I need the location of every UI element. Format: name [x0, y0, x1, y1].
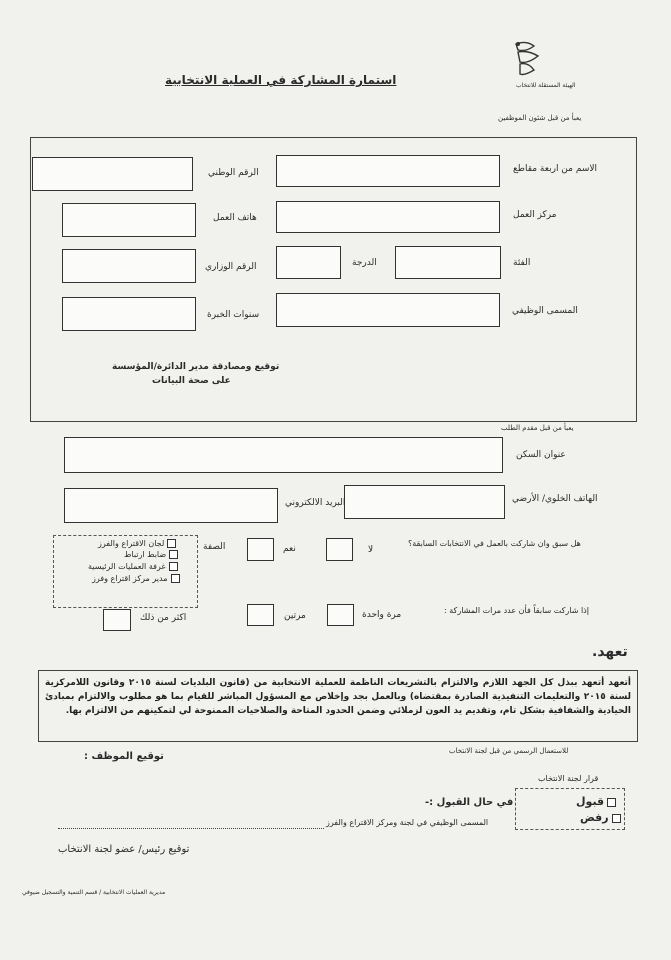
- work-center-label: مركز العمل: [513, 210, 557, 220]
- work-phone-field[interactable]: [62, 203, 196, 237]
- accept-option[interactable]: قبول: [576, 795, 616, 808]
- capacity-label: الصفة: [203, 542, 226, 552]
- no-checkbox[interactable]: [326, 538, 353, 561]
- reject-checkbox-icon[interactable]: [612, 814, 621, 823]
- hr-fill-note: يعبأ من قبل شئون الموظفين: [498, 114, 582, 122]
- checkbox-icon[interactable]: [171, 574, 180, 583]
- yes-label: نعم: [283, 544, 296, 554]
- experience-years-label: سنوات الخبرة: [207, 310, 260, 320]
- once-label: مرة واحدة: [362, 610, 402, 620]
- full-name-field[interactable]: [276, 155, 500, 187]
- pledge-heading: تعهد.: [592, 644, 628, 660]
- capacity-option[interactable]: لجان الاقتراع والفرز: [98, 539, 176, 548]
- category-field[interactable]: [395, 246, 501, 279]
- ministerial-no-field[interactable]: [62, 249, 196, 283]
- pledge-text: أتعهد أتعهد ببذل كل الجهد اللازم والالتزام بالتشريعات الناظمة للعملية الانتخابية من (قانون البلديات لسنة ٢٠١٥ وقانون اللامركزية لسنة ٢٠١٥ والتعليمات التنفيذية الصادرة بمقتضاه) وبالعمل بجد وإخلاص مع المسؤول المباشر للقيام بما هو مطلوب والالتزام بمبادئ الحيادية والشفافية بشكل تام، وتقديم يد العون لزملائي وضمن الحدود المتاحة والصلاحيات الممنوحة لي لتمكينهم من الالتزام بها.: [45, 678, 631, 716]
- accept-checkbox-icon[interactable]: [607, 798, 616, 807]
- applicant-fill-note: يعبأ من قبل مقدم الطلب: [501, 424, 574, 432]
- category-label: الفئة: [513, 258, 531, 268]
- experience-years-field[interactable]: [62, 297, 196, 331]
- footer-text: مديرية العمليات الانتخابية / قسم التنمية والتسجيل ضيوفي: [22, 889, 166, 896]
- official-use-note: للاستعمال الرسمي من قبل لجنة الانتخاب: [449, 747, 569, 755]
- work-center-field[interactable]: [276, 201, 500, 233]
- chair-signature-label: توقيع رئيس/ عضو لجنة الانتخاب: [58, 844, 190, 855]
- prior-work-question: هل سبق وان شاركت بالعمل في الانتخابات السابقة؟: [408, 539, 581, 548]
- grade-field[interactable]: [276, 246, 341, 279]
- checkbox-icon[interactable]: [167, 539, 176, 548]
- email-label: البريد الالكتروني: [285, 498, 346, 508]
- capacity-option[interactable]: مدير مركز اقتراع وفرز: [92, 574, 180, 583]
- yes-checkbox[interactable]: [247, 538, 274, 561]
- twice-checkbox[interactable]: [247, 604, 274, 626]
- director-signature-label: توقيع ومصادقة مدير الدائرة/المؤسسة: [112, 362, 280, 372]
- page-title: استمارة المشاركة في العملية الانتخابية: [165, 73, 397, 87]
- committee-job-title-label: المسمى الوظيفي في لجنة ومركز الاقتراع والفرز: [326, 818, 489, 827]
- once-checkbox[interactable]: [327, 604, 354, 626]
- more-checkbox[interactable]: [103, 609, 131, 631]
- logo-text: الهيئة المستقلة للانتخاب: [516, 82, 576, 89]
- flag-logo-icon: [512, 40, 542, 80]
- participation-count-question: إذا شاركت سابقاً فأن عدد مرات المشاركة :: [444, 606, 589, 615]
- job-title-label: المسمى الوظيفي: [512, 306, 578, 316]
- checkbox-icon[interactable]: [169, 550, 178, 559]
- capacity-option[interactable]: غرفة العمليات الرئيسية: [88, 562, 178, 571]
- capacity-option[interactable]: ضابط ارتباط: [124, 550, 178, 559]
- more-label: اكثر من ذلك: [140, 613, 187, 623]
- national-id-field[interactable]: [32, 157, 193, 191]
- phone-field[interactable]: [344, 485, 505, 519]
- job-title-dotted-line[interactable]: [58, 828, 324, 829]
- phone-label: الهاتف الخلوي/ الأرضي: [512, 494, 598, 504]
- address-label: عنوان السكن: [516, 450, 566, 460]
- full-name-label: الاسم من اربعة مقاطع: [513, 164, 598, 174]
- director-signature-sub: على صحة البيانات: [152, 376, 231, 386]
- reject-option[interactable]: رفض: [580, 811, 621, 824]
- employee-signature-label: توقيع الموظف :: [84, 751, 164, 762]
- checkbox-icon[interactable]: [169, 562, 178, 571]
- committee-decision-label: قرار لجنة الانتخاب: [538, 774, 599, 783]
- pledge-frame: [38, 670, 638, 742]
- decision-box: [515, 788, 625, 830]
- ministerial-no-label: الرقم الوزاري: [205, 262, 257, 272]
- twice-label: مرتين: [284, 611, 306, 621]
- logo: [508, 38, 580, 98]
- work-phone-label: هاتف العمل: [213, 213, 257, 223]
- national-id-label: الرقم الوطني: [208, 168, 259, 178]
- grade-label: الدرجة: [352, 258, 377, 268]
- job-title-field[interactable]: [276, 293, 500, 327]
- email-field[interactable]: [64, 488, 278, 523]
- no-label: لا: [368, 545, 374, 555]
- if-accepted-label: في حال القبول :-: [425, 797, 514, 808]
- address-field[interactable]: [64, 437, 503, 473]
